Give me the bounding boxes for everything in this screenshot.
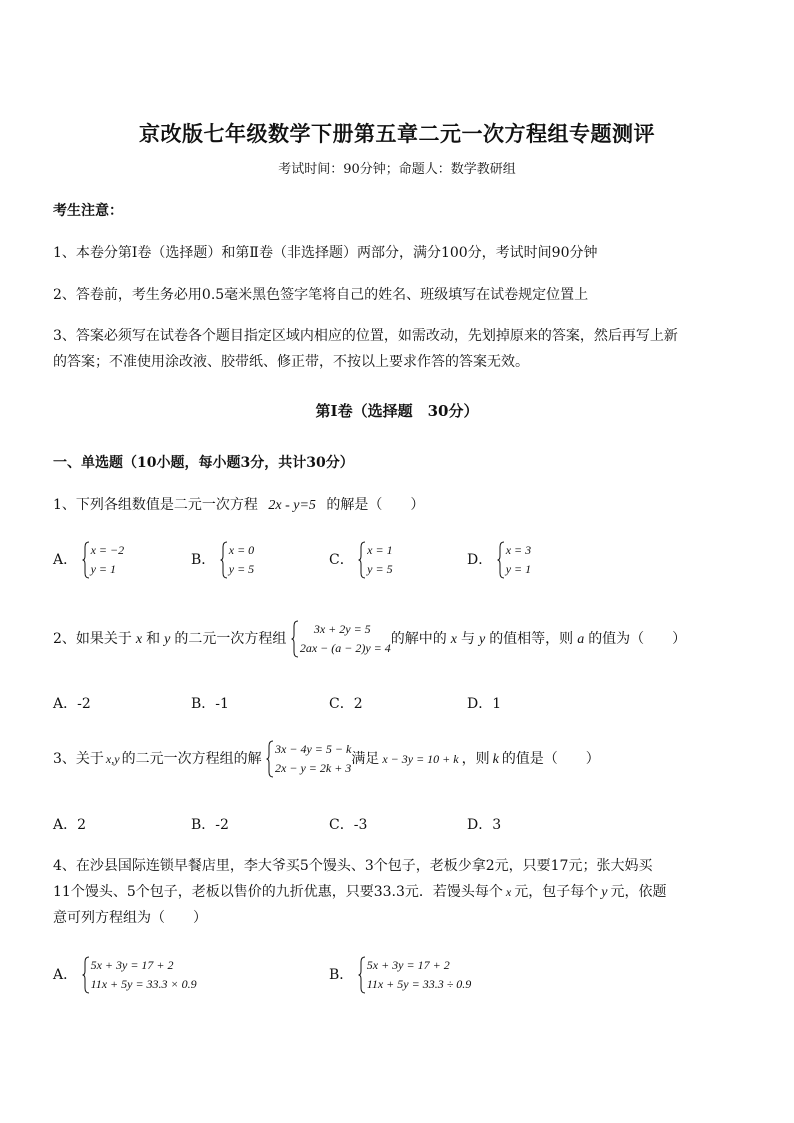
- q3-option-b[interactable]: B．-2: [191, 817, 229, 833]
- q2-var: y: [478, 632, 486, 647]
- equation-system: [266, 740, 351, 778]
- equation-line: x = 1: [367, 543, 393, 557]
- question-2: [53, 620, 686, 658]
- equation-line: y = 1: [90, 562, 117, 576]
- q2-text: 的值为（ ）: [588, 631, 687, 647]
- equation-line: 11x + 5y = 33.3 × 0.9: [90, 977, 197, 991]
- equation-line: 5x + 3y = 17 + 2: [366, 958, 450, 972]
- q3-option-d[interactable]: D．3: [467, 817, 502, 833]
- equation-line: y = 5: [367, 562, 393, 576]
- q2-text: 2、如果关于: [53, 631, 132, 647]
- equation-line: 2x − y = 2k + 3: [275, 761, 352, 775]
- q2-option-c[interactable]: C．2: [329, 696, 363, 712]
- notice-item-1: 1、本卷分第Ⅰ卷（选择题）和第Ⅱ卷（非选择题）两部分，满分100分，考试时间90分钟: [53, 245, 598, 261]
- q2-option-a[interactable]: A．-2: [53, 696, 91, 712]
- q2-text: 的二元一次方程组: [174, 631, 287, 647]
- q1-option-d[interactable]: [467, 541, 531, 579]
- option-label: C．: [329, 552, 354, 568]
- equation-system: [358, 541, 392, 579]
- part-title: 一、单选题（10小题，每小题3分，共计30分）: [53, 455, 354, 471]
- q3-text: 的值是（ ）: [501, 751, 600, 767]
- q3-text: ，则: [461, 751, 490, 767]
- equation-system: [220, 541, 254, 579]
- q1-option-b[interactable]: [191, 541, 254, 579]
- brace-icon: [291, 620, 299, 658]
- q3-text: 满足: [351, 751, 380, 767]
- equation-line: 2ax − (a − 2)y = 4: [299, 641, 391, 655]
- q4-var: x: [505, 885, 512, 899]
- q1-option-c[interactable]: [329, 541, 393, 579]
- q2-option-d[interactable]: D．1: [467, 696, 502, 712]
- q3-option-a[interactable]: A．2: [53, 817, 87, 833]
- brace-icon: [358, 541, 366, 579]
- question-4-line-2: [53, 881, 666, 901]
- q1-option-a[interactable]: [53, 541, 124, 579]
- equation-line: x = 3: [505, 543, 532, 557]
- brace-icon: [497, 541, 505, 579]
- q3-condition: x − 3y = 10 + k: [382, 752, 459, 766]
- q2-text: 与: [460, 631, 475, 647]
- equation-line: x = 0: [228, 543, 255, 557]
- q1-equation: 2x - y=5: [268, 498, 316, 513]
- question-3: [53, 740, 600, 778]
- notice-item-3-cont: 的答案；不准使用涂改液、胶带纸、修正带，不按以上要求作答的答案无效。: [53, 354, 529, 370]
- q3-text: 的二元一次方程组的解: [121, 751, 262, 767]
- brace-icon: [220, 541, 228, 579]
- equation-system: [291, 620, 391, 658]
- equation-line: 11x + 5y = 33.3 ÷ 0.9: [366, 977, 472, 991]
- exam-info: 考试时间：90分钟；命题人：数学教研组: [278, 162, 516, 177]
- question-4-line-1: 4、在沙县国际连锁早餐店里，李大爷买5个馒头、3个包子，老板少拿2元，只要17元；张大妈买: [53, 858, 653, 874]
- equation-system: [358, 956, 472, 994]
- equation-line: y = 1: [505, 562, 532, 576]
- q4-option-b[interactable]: [329, 956, 471, 994]
- q3-vars: x,y: [105, 752, 120, 766]
- equation-line: 5x + 3y = 17 + 2: [90, 958, 174, 972]
- brace-icon: [266, 740, 274, 778]
- q2-text: 和: [146, 631, 161, 647]
- q3-text: 3、关于: [53, 751, 104, 767]
- equation-line: 3x − 4y = 5 − k: [275, 742, 352, 756]
- notice-heading: 考生注意：: [53, 203, 123, 219]
- q2-var: x: [450, 632, 457, 647]
- q4-text: 元，依题: [610, 884, 667, 900]
- option-label: B．: [191, 552, 216, 568]
- equation-system: [82, 956, 197, 994]
- q1-prefix: 1、下列各组数值是二元一次方程: [53, 497, 258, 513]
- equation-line: 3x + 2y = 5: [313, 622, 371, 636]
- q2-text: 的值相等，则: [489, 631, 574, 647]
- q2-option-b[interactable]: B．-1: [191, 696, 229, 712]
- equation-line: x = −2: [90, 543, 125, 557]
- equation-system: [497, 541, 531, 579]
- q4-text: 元，包子每个: [514, 884, 599, 900]
- equation-system: [82, 541, 125, 579]
- equation-line: y = 5: [228, 562, 255, 576]
- q2-text: 的解中的: [390, 631, 447, 647]
- q4-text: 11个馒头、5个包子，老板以售价的九折优惠，只要33.3元．若馒头每个: [53, 884, 503, 900]
- page-title: 京改版七年级数学下册第五章二元一次方程组专题测评: [139, 121, 655, 146]
- q4-var: y: [601, 885, 608, 900]
- q3-var: k: [492, 752, 499, 767]
- brace-icon: [82, 956, 90, 994]
- brace-icon: [82, 541, 90, 579]
- q2-var: x: [135, 632, 143, 647]
- question-1: [53, 494, 424, 514]
- q1-suffix: 的解是（ ）: [326, 497, 425, 513]
- question-4-line-3: 意可列方程组为（ ）: [53, 910, 207, 926]
- notice-item-3: 3、答案必须写在试卷各个题目指定区域内相应的位置，如需改动，先划掉原来的答案，然后再写上新: [53, 328, 678, 344]
- option-label: B．: [329, 967, 354, 983]
- option-label: D．: [467, 552, 493, 568]
- notice-item-2: 2、答卷前，考生务必用0.5毫米黑色签字笔将自己的姓名、班级填写在试卷规定位置上: [53, 287, 589, 303]
- q2-var: a: [577, 632, 585, 647]
- option-label: A．: [53, 552, 78, 568]
- q3-option-c[interactable]: C．-3: [329, 817, 368, 833]
- section-title: 第Ⅰ卷（选择题 30分）: [315, 402, 479, 420]
- brace-icon: [358, 956, 366, 994]
- q2-var: y: [164, 632, 171, 647]
- q4-option-a[interactable]: [53, 956, 197, 994]
- option-label: A．: [53, 967, 78, 983]
